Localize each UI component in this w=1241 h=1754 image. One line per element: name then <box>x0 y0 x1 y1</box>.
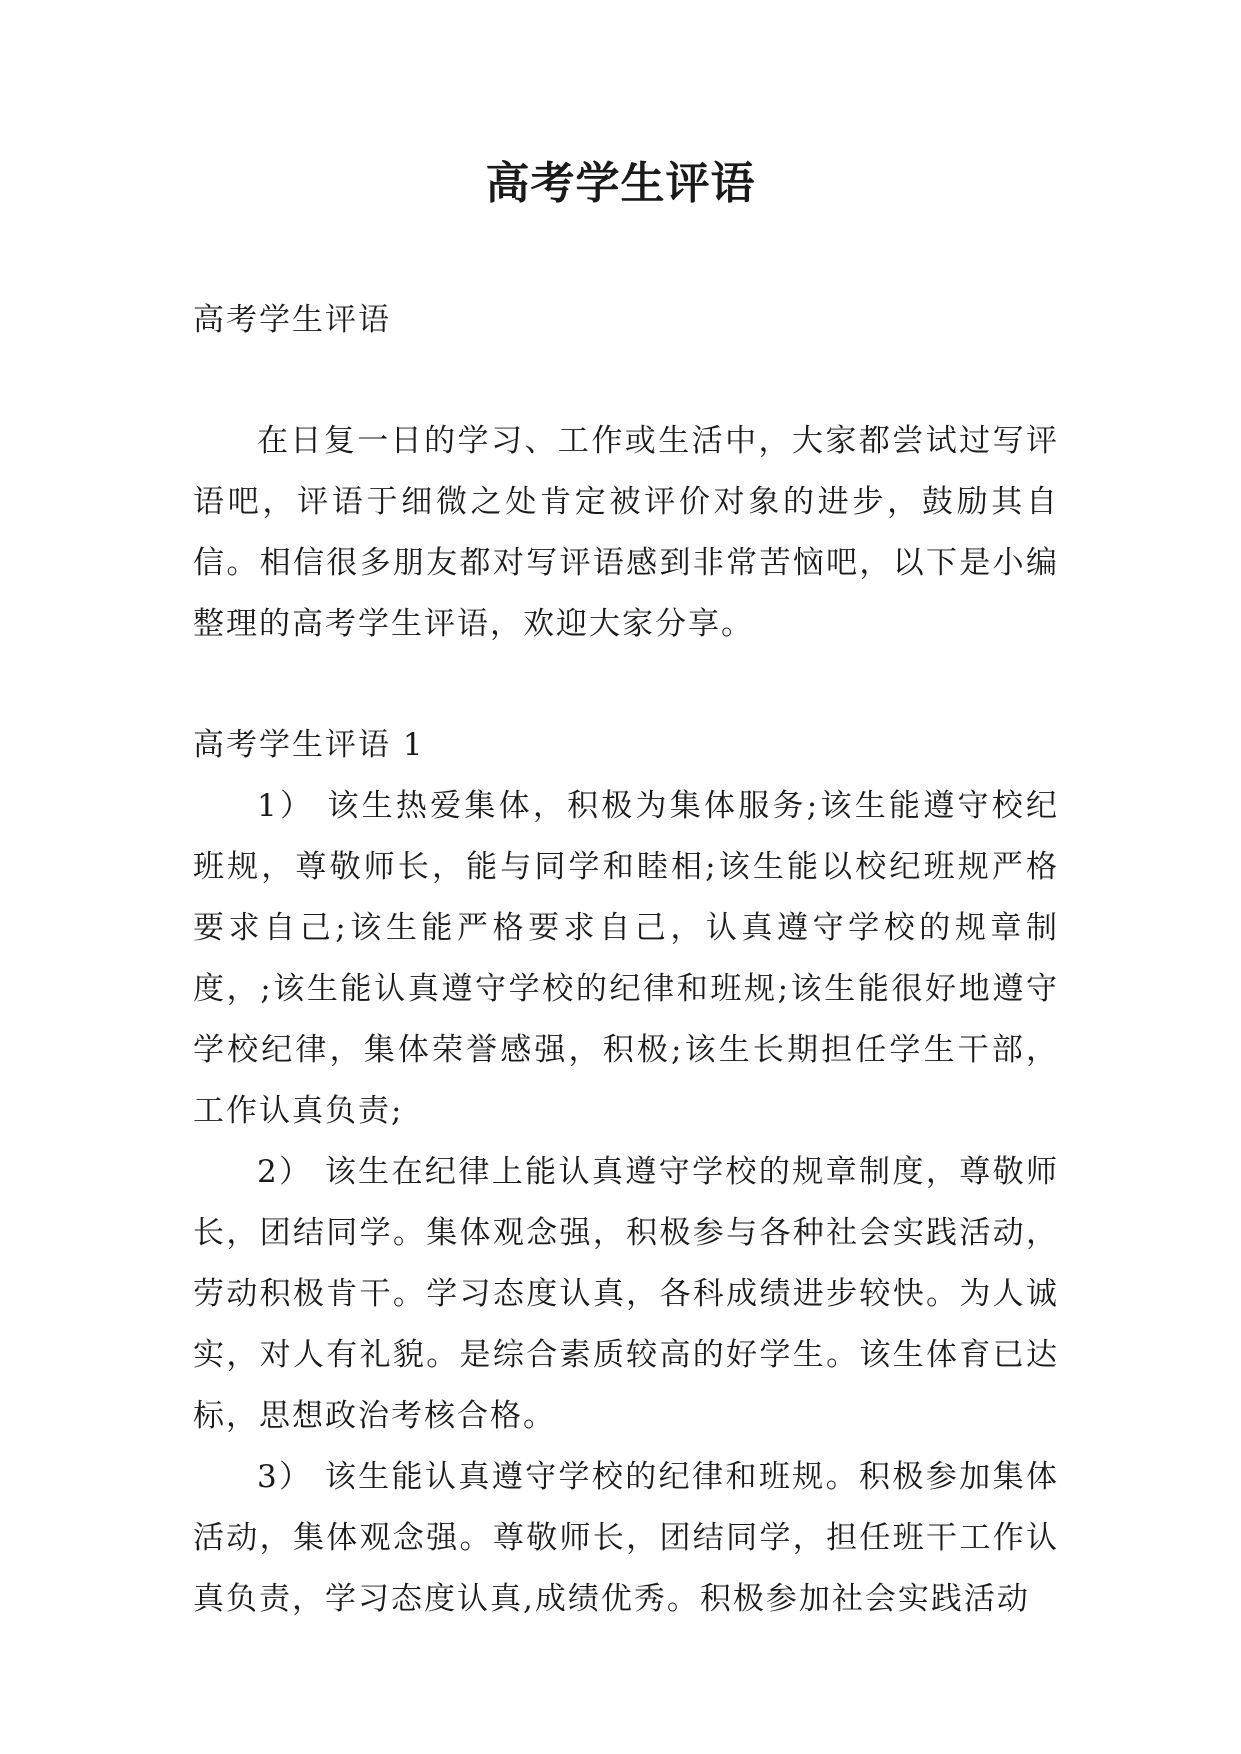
comment-item-3: 3） 该生能认真遵守学校的纪律和班规。积极参加集体活动，集体观念强。尊敬师长，团结同学，担任班干工作认真负责，学习态度认真,成绩优秀。积极参加社会实践活动 <box>193 1459 1059 1617</box>
section-heading: 高考学生评语 1 <box>193 727 425 763</box>
comment-item-1: 1） 该生热爱集体，积极为集体服务;该生能遵守校纪班规，尊敬师长，能与同学和睦相;该生能以校纪班规严格要求自己;该生能严格要求自己，认真遵守学校的规章制度，;该生能认真遵守学校的纪律和班规;该生能很好地遵守学校纪律，集体荣誉感强，积极;该生长期担任学生干部，工作认真负责; <box>193 788 1059 1129</box>
document-title: 高考学生评语 <box>485 158 756 209</box>
comment-item-2: 2） 该生在纪律上能认真遵守学校的规章制度，尊敬师长，团结同学。集体观念强，积极参与各种社会实践活动，劳动积极肯干。学习态度认真，各科成绩进步较快。为人诚实，对人有礼貌。是综合素质较高的好学生。该生体育已达标，思想政治考核合格。 <box>193 1154 1059 1434</box>
intro-paragraph: 在日复一日的学习、工作或生活中，大家都尝试过写评语吧，评语于细微之处肯定被评价对象的进步，鼓励其自信。相信很多朋友都对写评语感到非常苦恼吧，以下是小编整理的高考学生评语，欢迎大家分享。 <box>193 423 1059 642</box>
document-body <box>193 290 1059 1630</box>
document-subtitle: 高考学生评语 <box>193 302 391 338</box>
